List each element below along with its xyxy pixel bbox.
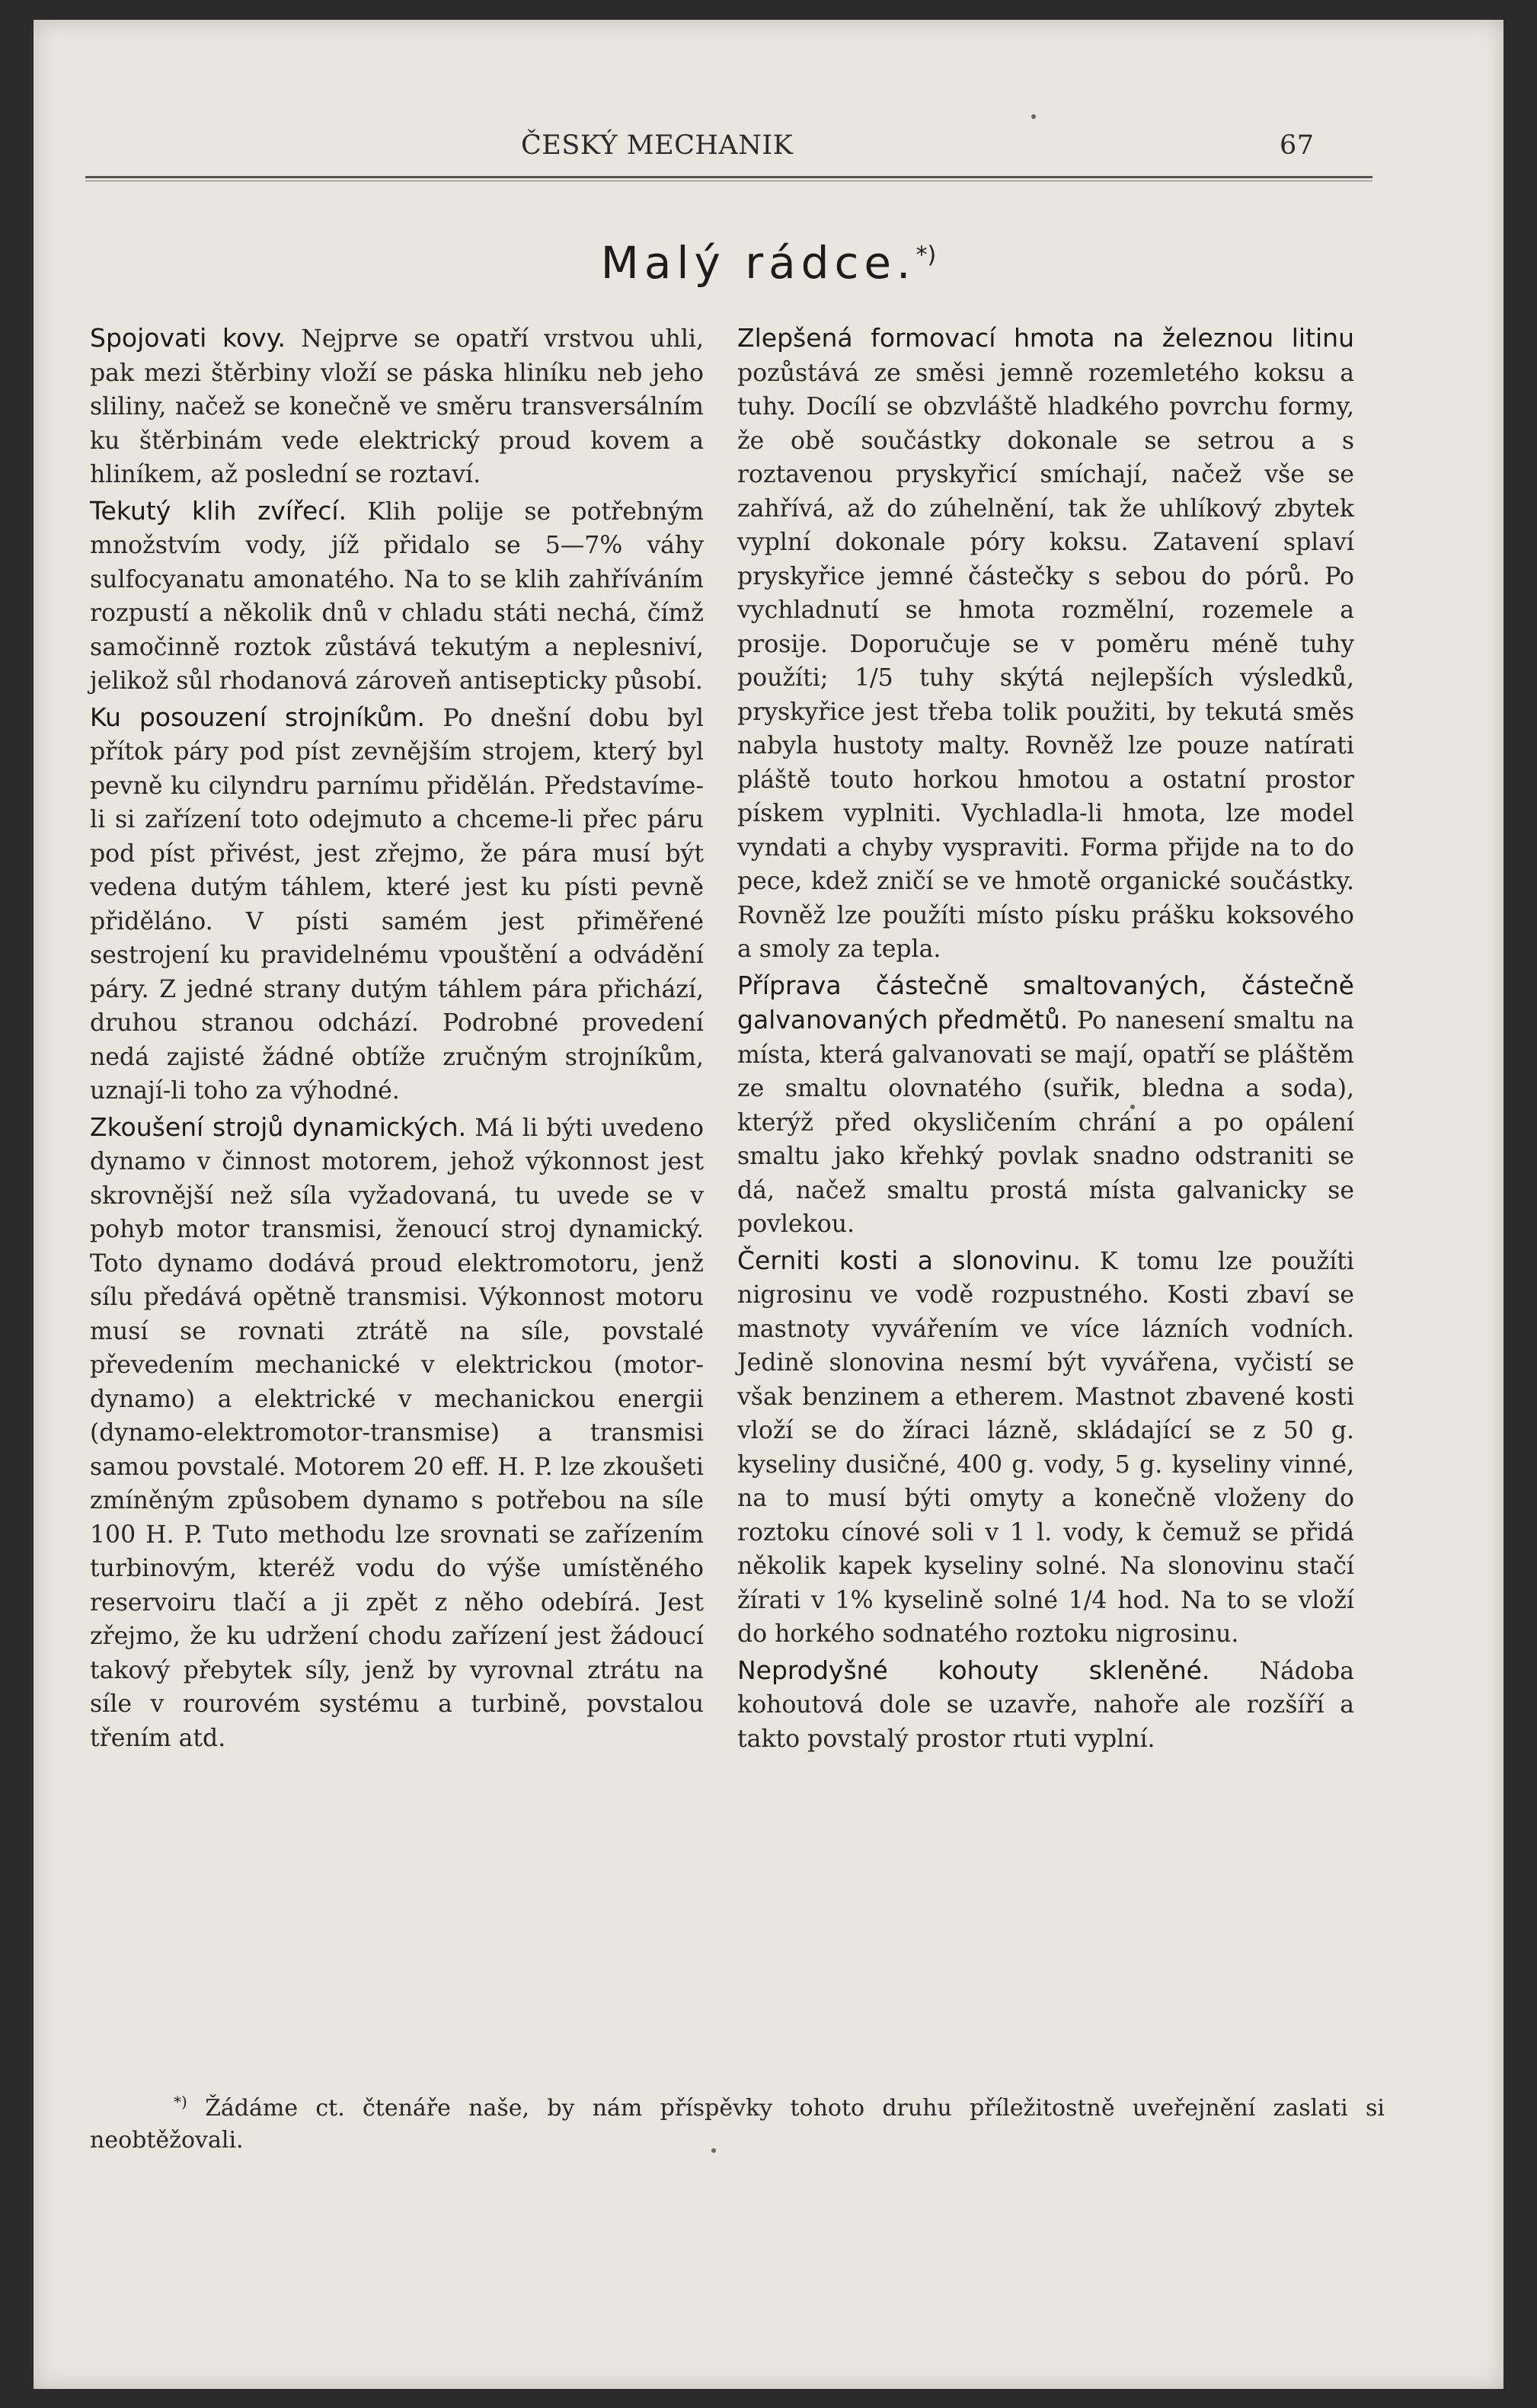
footnote-text: Žádáme ct. čtenáře naše, by nám příspěvky tohoto druhu příležitostně uveřejnění zaslati si neobtěžovali. — [90, 2095, 1385, 2154]
article-body: Nejprve se opatří vrstvou uhli, pak mezi štěrbiny vloží se páska hliníku neb jeho sliliny, načež se konečně ve směru transversálním ku štěrbinám vede elektrický proud kovem a hliníkem, až poslední se roztaví. — [90, 325, 704, 488]
article-smaltovane-predmety — [737, 969, 1354, 1242]
article-ku-posouzeni — [90, 701, 704, 1108]
page-title — [34, 237, 1503, 289]
print-speck — [1130, 1105, 1135, 1109]
article-heading: Zlepšená formovací hmota na železnou litinu — [737, 323, 1354, 353]
article-body: Klih polije se potřebným množstvím vody, jíž přidalo se 5—7% váhy sulfocyanatu amonatého. Na to se klih zahříváním rozpustí a několik dnů v chladu státi nechá, čímž samočinně roztok zůstává tekutým a neplesniví, jelikož sůl rhodanová zároveň antisepticky působí. — [90, 497, 705, 695]
running-head — [34, 130, 1503, 165]
footnote-marker: *) — [174, 2093, 187, 2111]
running-title: ČESKÝ MECHANIK — [521, 130, 794, 161]
article-body: Má li býti uvedeno dynamo v činnost motorem, jehož výkonnost jest skrovnější než síla vyžadovaná, tu uvede se v pohyb motor transmisi, ženoucí stroj dynamický. Toto dynamo dodává proud elektromotoru, jenž sílu předává opětně transmisi. Výkonnost motoru musí se rovnati ztrátě na síle, povstalé převedením mechanické v elektrickou (motor-dynamo) a elektrické v mechanickou energii (dynamo-elektromotor-transmise) a transmisi samou povstalé. Motorem 20 eff. H. P. lze zkoušeti zmíněným způsobem dynamo s potřebou na síle 100 H. P. Tuto methodu lze srovnati se zařízením turbinovým, kteréž vodu do výše umístěného reservoiru tlačí a ji zpět z něho odebírá. Jest zřejmo, že ku udržení chodu zařízení jest žádoucí takový přebytek síly, jenž by vyrovnal ztrátu na síle v rourovém systému a turbině, povstalou třením atd. — [90, 1114, 704, 1752]
article-heading: Zkoušení strojů dynamických. — [90, 1111, 467, 1142]
page-number: 67 — [1280, 130, 1315, 161]
article-formovaci-hmota — [737, 321, 1354, 967]
article-kohouty — [737, 1654, 1354, 1757]
article-heading: Tekutý klih zvířecí. — [90, 495, 347, 526]
article-body: Nádoba kohoutová dole se uzavře, nahoře ale rozšíří a takto povstalý prostor rtuti vyplní. — [737, 1657, 1354, 1753]
print-speck — [1031, 114, 1036, 119]
article-cerniti-kosti — [737, 1244, 1354, 1652]
page-title-text: Malý rádce. — [600, 237, 916, 289]
article-heading: Černiti kosti a slonovinu. — [737, 1245, 1081, 1275]
footnote — [90, 2086, 1385, 2157]
right-column — [737, 321, 1354, 1758]
article-body: Po nanesení smaltu na místa, která galvanovati se mají, opatří se pláštěm ze smaltu olovnatého (suřik, bledna a soda), kterýž před okysličením chrání a po opálení smaltu jako křehký povlak snadno odstraniti se dá, načež smaltu prostá místa galvanicky se povlekou. — [737, 1007, 1354, 1238]
article-heading: Ku posouzení strojníkům. — [90, 702, 426, 732]
article-body: pozůstává ze směsi jemně rozemletého koksu a tuhy. Docílí se obzvláště hladkého povrchu formy, že obě součástky dokonale se setrou a s roztavenou pryskyřicí smíchají, načež vše se zahřívá, až do zúhelnění, tak že uhlíkový zbytek vyplní dokonale póry koksu. Zatavení splaví pryskyřice jemné částečky s sebou do pórů. Po vychladnutí se hmota rozmělní, rozemele a prosije. Doporučuje se v poměru méně tuhy použíti; 1/5 tuhy skýtá nejlepších výsledků, pryskyřice jest třeba tolik použiti, by tekutá směs nabyla hustoty malty. Rovněž lze pouze natírati pláště touto horkou hmotou a ostatní prostor pískem vyplniti. Vychladla-li hmota, lze model vyndati a chyby vyspraviti. Forma přijde na to do pece, kdež zničí se ve hmotě organické součástky. Rovněž lze použíti místo písku prášku koksového a smoly za tepla. — [737, 359, 1354, 963]
article-heading: Spojovati kovy. — [90, 323, 286, 353]
print-speck — [711, 2148, 716, 2153]
article-heading: Příprava částečně smaltovaných, částečně galvanovaných předmětů. — [737, 970, 1354, 1035]
header-rule — [85, 176, 1372, 181]
article-spojovati-kovy — [90, 321, 704, 492]
article-body: Po dnešní dobu byl přítok páry pod píst zevnějším strojem, který byl pevně ku cilyndru parnímu přidělán. Představíme-li si zařízení toto odejmuto a chceme-li přec páru pod píst přivést, jest zřejmo, že pára musí být vedena dutým táhlem, které jest ku písti pevně přiděláno. V písti samém jest přiměřené sestrojení ku pravidelnému vpouštění a odvádění páry. Z jedné strany dutým táhlem pára přichází, druhou stranou odchází. Podrobné provedení nedá zajisté žádné obtíže zručným strojníkům, uznají-li toho za výhodné. — [90, 704, 704, 1105]
left-column — [90, 321, 704, 1757]
book-page — [34, 20, 1503, 2389]
article-zkouseni-stroju — [90, 1111, 704, 1756]
article-heading: Neprodyšné kohouty skleněné. — [737, 1655, 1210, 1685]
title-footnote-marker: *) — [915, 241, 937, 269]
article-tekuty-klih — [90, 494, 704, 699]
article-body: K tomu lze použíti nigrosinu ve vodě rozpustného. Kosti zbaví se mastnoty vyvářením ve více lázních vodních. Jedině slonovina nesmí být vyvářena, vyčistí se však benzinem a etherem. Mastnot zbavené kosti vloží se do žíraci lázně, skládající se z 50 g. kyseliny dusičné, 400 g. vody, 5 g. kyseliny vinné, na to musí býti omyty a konečně vloženy do roztoku cínové soli v 1 l. vody, k čemuž se přidá několik kapek kyseliny solné. Na slonovinu stačí žírati v 1% kyselině solné 1/4 hod. Na to se vloží do horkého sodnatého roztoku nigrosinu. — [737, 1247, 1355, 1648]
